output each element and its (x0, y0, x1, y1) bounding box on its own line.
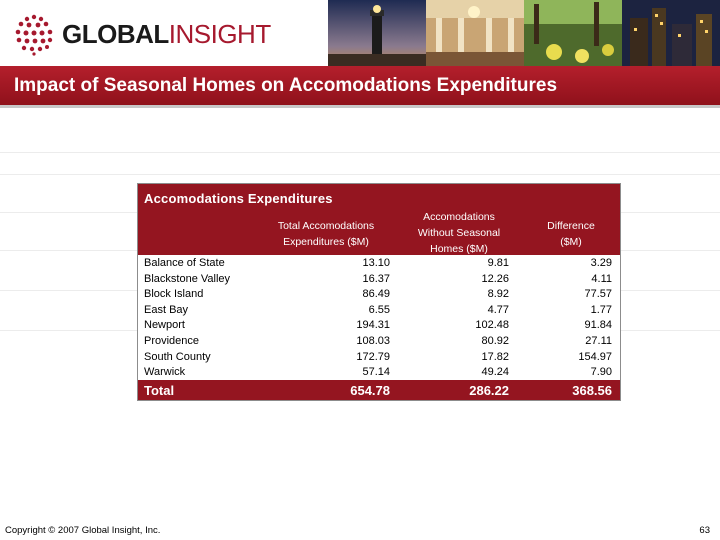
background-line (0, 152, 720, 153)
total-value: 16.37 (362, 272, 390, 285)
column-header-line: Total Accomodations (277, 220, 375, 232)
without-value: 80.92 (481, 335, 509, 347)
total-label: Total (144, 383, 175, 398)
column-header-line: Homes ($M) (430, 243, 488, 255)
column-header-line: Difference (547, 220, 595, 232)
header-band (0, 0, 720, 66)
table-heading: Accomodations Expenditures (144, 191, 333, 206)
difference-value: 154.97 (578, 350, 612, 363)
column-header-difference (522, 218, 620, 250)
column-header-line: Expenditures ($M) (283, 236, 369, 248)
globe-dots-logo-icon (12, 12, 56, 56)
difference-value: 27.11 (585, 335, 612, 347)
region-name: East Bay (144, 303, 189, 316)
title-bar (0, 66, 720, 108)
page-number: 63 (699, 525, 710, 536)
total-without-value: 286.22 (469, 383, 509, 398)
without-value: 4.77 (487, 303, 509, 316)
total-value: 57.14 (362, 366, 390, 379)
column-header-without (396, 209, 522, 257)
table-total-row (138, 380, 620, 400)
without-value: 9.81 (487, 257, 509, 269)
column-header-line: Without Seasonal (417, 227, 501, 239)
expenditures-table (137, 183, 621, 401)
region-name: Warwick (144, 366, 186, 379)
without-value: 8.92 (487, 288, 509, 301)
lighthouse-photo (328, 0, 426, 66)
garden-photo (524, 0, 622, 66)
ballroom-photo (426, 0, 524, 66)
total-value: 194.31 (356, 319, 390, 332)
region-name: Block Island (144, 288, 204, 301)
brand-name-light: INSIGHT (168, 19, 271, 49)
total-value: 6.55 (368, 303, 390, 316)
slide-title: Impact of Seasonal Homes on Accomodations Expenditures (14, 75, 558, 96)
difference-value: 77.57 (584, 288, 612, 301)
brand-logo-text (62, 20, 271, 48)
table-row (138, 271, 620, 287)
table-row (138, 255, 620, 271)
table-row (138, 333, 620, 349)
total-value: 13.10 (362, 257, 390, 269)
without-value: 17.82 (481, 350, 509, 363)
table-row (138, 286, 620, 302)
total-value: 108.03 (356, 335, 390, 347)
difference-value: 7.90 (590, 366, 612, 379)
total-value: 86.49 (362, 288, 390, 301)
region-name: Newport (144, 319, 185, 332)
table-row (138, 317, 620, 333)
without-value: 102.48 (475, 319, 509, 332)
difference-value: 1.77 (590, 303, 612, 316)
city-night-photo (622, 0, 720, 66)
total-difference-value: 368.56 (572, 383, 612, 398)
table-header (138, 184, 620, 255)
region-name: Balance of State (144, 257, 225, 269)
background-line (0, 174, 720, 175)
without-value: 49.24 (481, 366, 509, 379)
table-row (138, 302, 620, 318)
without-value: 12.26 (481, 272, 509, 285)
region-name: Blackstone Valley (144, 272, 231, 285)
brand-name-bold: GLOBAL (62, 19, 169, 49)
difference-value: 91.84 (584, 319, 612, 332)
column-header-total (256, 218, 396, 250)
table-row (138, 349, 620, 365)
table-body (138, 255, 620, 380)
copyright-text: Copyright © 2007 Global Insight, Inc. (5, 525, 161, 536)
total-value: 172.79 (356, 350, 390, 363)
region-name: Providence (144, 335, 200, 347)
total-sum-value: 654.78 (350, 383, 390, 398)
difference-value: 4.11 (591, 272, 612, 285)
column-header-line: Accomodations (423, 211, 495, 223)
difference-value: 3.29 (590, 257, 612, 269)
column-header-line: ($M) (560, 236, 582, 248)
region-name: South County (144, 350, 211, 363)
table-row (138, 364, 620, 380)
